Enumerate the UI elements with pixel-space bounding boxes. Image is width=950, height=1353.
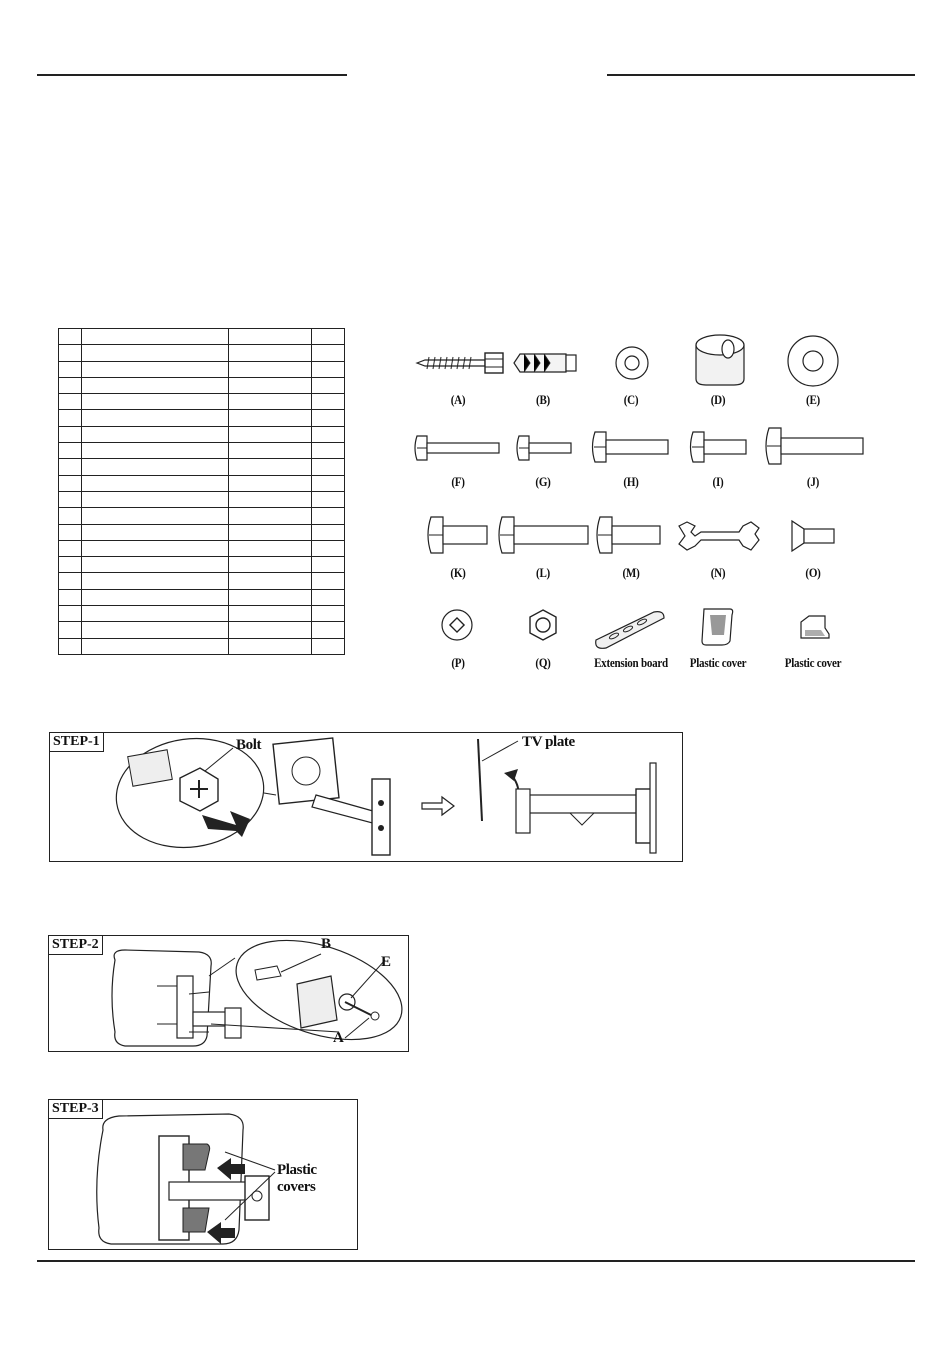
parts-table-row [59,557,345,573]
parts-table-cell [229,329,312,345]
parts-table-cell [82,459,229,475]
step-2-illustration [49,936,408,1051]
parts-table-cell [312,622,345,638]
parts-table-cell [82,557,229,573]
parts-table-cell [59,329,82,345]
parts-table-cell [59,540,82,556]
parts-table-cell [59,345,82,361]
parts-table [58,328,345,655]
parts-table-cell [229,426,312,442]
parts-table-row [59,573,345,589]
parts-table-cell [82,361,229,377]
parts-table-cell [312,475,345,491]
parts-table-cell [229,361,312,377]
part-label-c: (C) [623,392,639,407]
parts-table-cell [59,459,82,475]
plastic-cover-icon [700,605,736,647]
parts-table-cell [312,394,345,410]
parts-table-cell [82,475,229,491]
parts-table-cell [312,377,345,393]
parts-table-cell [229,491,312,507]
parts-table-cell [229,589,312,605]
part-label-a: (A) [450,392,466,407]
parts-table-cell [59,589,82,605]
plastic-cover-small-icon [795,612,835,642]
parts-table-cell [82,443,229,459]
parts-table-cell [82,638,229,654]
part-label-p: (P) [451,655,465,670]
b-callout: B [321,936,331,952]
part-label-k: (K) [450,565,466,580]
parts-table-cell [312,524,345,540]
step-2-panel [48,935,409,1052]
parts-table-cell [312,329,345,345]
step-2-tag: STEP-2 [49,936,103,955]
header-rule-left [37,74,347,76]
parts-table-cell [312,540,345,556]
part-label-plastic-cover: Plastic cover [689,655,747,670]
parts-table-row [59,606,345,622]
parts-table-row [59,491,345,507]
part-label-b: (B) [536,392,550,407]
parts-table-cell [82,394,229,410]
parts-table-cell [229,443,312,459]
parts-table-cell [312,459,345,475]
parts-table-cell [82,606,229,622]
part-label-d: (D) [710,392,726,407]
parts-table-cell [82,329,229,345]
parts-table-row [59,589,345,605]
spacer-icon [692,333,748,389]
part-label-extension-board: Extension board [594,655,668,670]
parts-table-cell [229,540,312,556]
parts-table-row [59,459,345,475]
tv-plate-callout: TV plate [522,734,575,750]
parts-table-row [59,524,345,540]
parts-table-cell [59,443,82,459]
plastic-covers-callout: Plastic covers [277,1162,317,1195]
extension-board-icon [590,606,670,652]
step-1-panel [49,732,683,862]
part-label-l: (L) [536,565,550,580]
parts-table-cell [82,622,229,638]
large-screw-icon [763,426,867,466]
part-label-f: (F) [451,474,465,489]
part-label-m: (M) [622,565,640,580]
parts-table-cell [229,377,312,393]
bolt-callout: Bolt [236,737,262,753]
parts-table-cell [312,410,345,426]
parts-table-cell [59,426,82,442]
parts-table-cell [312,361,345,377]
part-label-i: (I) [712,474,724,489]
parts-table-row [59,443,345,459]
parts-table-cell [59,377,82,393]
parts-table-row [59,475,345,491]
parts-table-row [59,426,345,442]
parts-table-row [59,377,345,393]
part-label-plastic-cover-small: Plastic cover [784,655,842,670]
nut-icon [526,608,560,642]
footer-rule [37,1260,915,1262]
parts-table-cell [229,557,312,573]
allen-screw-icon [440,608,474,642]
parts-table-cell [59,475,82,491]
parts-table-cell [229,524,312,540]
parts-table-cell [229,459,312,475]
parts-table-cell [82,589,229,605]
parts-table-cell [229,606,312,622]
parts-table-cell [312,573,345,589]
parts-table-cell [59,524,82,540]
parts-table-cell [59,491,82,507]
parts-table-cell [229,573,312,589]
large-washer-icon [785,333,841,389]
parts-table-cell [59,410,82,426]
parts-table-cell [312,508,345,524]
lag-bolt-icon [415,348,505,378]
parts-table-cell [82,573,229,589]
step-1-tag: STEP-1 [50,733,104,752]
parts-table-cell [59,606,82,622]
part-label-h: (H) [623,474,639,489]
countersunk-screw-icon [790,519,838,553]
parts-table-cell [229,410,312,426]
parts-table-cell [59,638,82,654]
header-rule-right [607,74,915,76]
parts-table-cell [312,606,345,622]
parts-table-cell [229,508,312,524]
parts-table-cell [312,557,345,573]
small-washer-icon [612,343,652,383]
parts-table-cell [312,345,345,361]
parts-table-cell [229,622,312,638]
parts-table-row [59,638,345,654]
parts-table-cell [229,345,312,361]
part-label-o: (O) [805,565,821,580]
wall-anchor-icon [510,348,580,378]
parts-table-cell [59,394,82,410]
parts-table-cell [312,638,345,654]
medium-screw-icon [590,430,672,464]
part-label-e: (E) [806,392,820,407]
parts-table-cell [82,491,229,507]
step-3-panel [48,1099,358,1250]
short-screw-icon [515,433,575,463]
parts-table-row [59,410,345,426]
parts-table-cell [59,557,82,573]
parts-table-cell [59,622,82,638]
parts-table-cell [82,524,229,540]
parts-table-cell [82,540,229,556]
parts-table-row [59,361,345,377]
parts-table-cell [312,426,345,442]
parts-table-cell [229,394,312,410]
parts-table-cell [312,589,345,605]
medium-bolt-icon [594,515,664,555]
parts-table-cell [229,475,312,491]
a-callout: A [333,1030,344,1046]
long-bolt-icon [496,515,592,555]
parts-table-row [59,622,345,638]
large-bolt-icon [425,515,491,555]
parts-table-row [59,329,345,345]
parts-table-row [59,540,345,556]
long-screw-icon [413,433,503,463]
step-3-tag: STEP-3 [49,1100,103,1119]
part-label-n: (N) [710,565,726,580]
part-label-g: (G) [535,474,551,489]
short-bolt-icon [688,430,750,464]
part-label-j: (J) [806,474,820,489]
parts-table-cell [59,361,82,377]
parts-table-cell [82,426,229,442]
parts-table-cell [82,377,229,393]
parts-table-cell [82,345,229,361]
parts-table-row [59,508,345,524]
parts-table-cell [59,508,82,524]
parts-table-cell [59,573,82,589]
parts-table-cell [229,638,312,654]
part-label-q: (Q) [535,655,551,670]
parts-table-row [59,394,345,410]
parts-table-cell [82,508,229,524]
parts-table-cell [82,410,229,426]
parts-table-cell [312,443,345,459]
wrench-icon [677,520,761,552]
e-callout: E [381,954,391,970]
step-1-illustration [50,733,682,861]
parts-table-cell [312,491,345,507]
parts-table-row [59,345,345,361]
